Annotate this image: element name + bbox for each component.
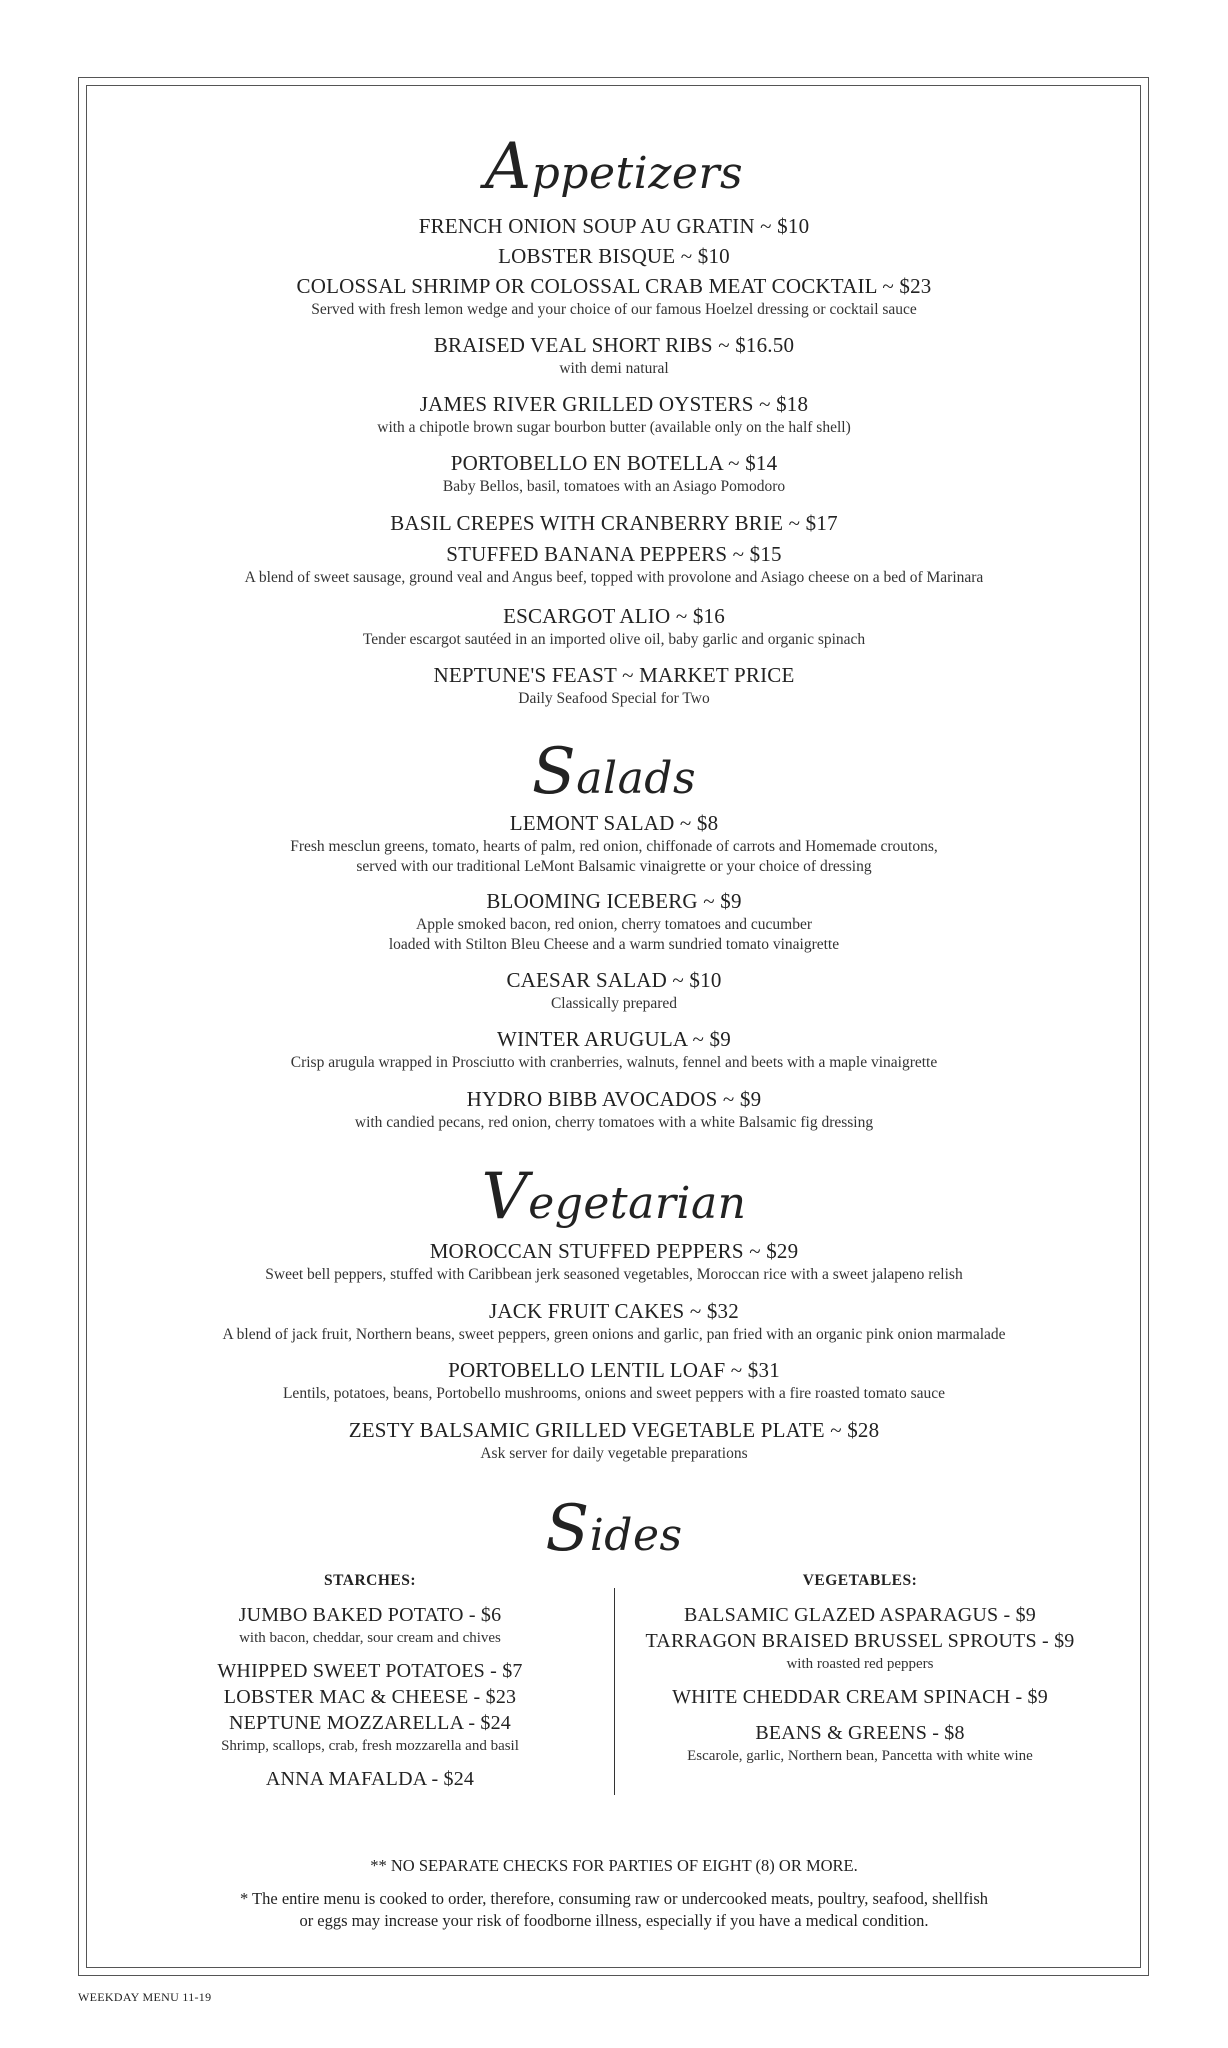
menu-item bbox=[0, 888, 1228, 955]
item-name: NEPTUNE'S FEAST ~ MARKET PRICE bbox=[433, 663, 795, 687]
menu-item bbox=[0, 1026, 1228, 1073]
item-name: WINTER ARUGULA ~ $9 bbox=[497, 1027, 731, 1051]
item-name: LEMONT SALAD ~ $8 bbox=[509, 811, 719, 835]
item-description: with candied pecans, red onion, cherry tomatoes with a white Balsamic fig dressing bbox=[354, 1114, 874, 1131]
item-name: MOROCCAN STUFFED PEPPERS ~ $29 bbox=[429, 1239, 799, 1263]
item-description: Crisp arugula wrapped in Prosciutto with cranberries, walnuts, fennel and beets with a maple vinaigrette bbox=[290, 1054, 938, 1071]
column-divider bbox=[614, 1588, 615, 1795]
menu-item bbox=[0, 332, 1228, 379]
menu-item bbox=[0, 273, 1228, 320]
item-name: WHITE CHEDDAR CREAM SPINACH - $9 bbox=[672, 1686, 1048, 1708]
menu-item bbox=[0, 243, 1228, 270]
item-name: LOBSTER BISQUE ~ $10 bbox=[498, 244, 730, 268]
item-name: JACK FRUIT CAKES ~ $32 bbox=[489, 1299, 739, 1323]
vegetables-column bbox=[640, 1572, 1080, 1766]
item-name: HYDRO BIBB AVOCADOS ~ $9 bbox=[466, 1087, 762, 1111]
item-description: Tender escargot sautéed in an imported olive oil, baby garlic and organic spinach bbox=[362, 631, 866, 648]
item-name: COLOSSAL SHRIMP OR COLOSSAL CRAB MEAT COCKTAIL ~ $23 bbox=[296, 274, 932, 298]
menu-item bbox=[0, 1238, 1228, 1285]
starches-header: STARCHES: bbox=[323, 1572, 417, 1589]
menu-item bbox=[0, 1357, 1228, 1404]
starches-column bbox=[170, 1572, 570, 1792]
item-name: JAMES RIVER GRILLED OYSTERS ~ $18 bbox=[419, 392, 809, 416]
item-description: A blend of sweet sausage, ground veal and Angus beef, topped with provolone and Asiago cheese on a bed of Marinara bbox=[244, 569, 984, 586]
menu-item bbox=[0, 541, 1228, 588]
item-description: with roasted red peppers bbox=[786, 1656, 934, 1672]
item-description: Served with fresh lemon wedge and your choice of our famous Hoelzel dressing or cocktail sauce bbox=[311, 301, 917, 318]
menu-item bbox=[0, 810, 1228, 877]
item-description: Fresh mesclun greens, tomato, hearts of palm, red onion, chiffonade of carrots and Homemade croutons, bbox=[290, 838, 938, 855]
item-description: with a chipotle brown sugar bourbon butter (available only on the half shell) bbox=[377, 419, 851, 436]
item-name: FRENCH ONION SOUP AU GRATIN ~ $10 bbox=[418, 214, 810, 238]
menu-item bbox=[0, 510, 1228, 537]
item-description: with bacon, cheddar, sour cream and chives bbox=[239, 1630, 501, 1646]
menu-item bbox=[0, 213, 1228, 240]
item-description: Apple smoked bacon, red onion, cherry tomatoes and cucumber bbox=[416, 916, 812, 933]
item-name: STUFFED BANANA PEPPERS ~ $15 bbox=[446, 542, 782, 566]
item-name: TARRAGON BRAISED BRUSSEL SPROUTS - $9 bbox=[645, 1630, 1075, 1652]
item-name: JUMBO BAKED POTATO - $6 bbox=[238, 1604, 502, 1626]
appetizers-title: Appetizers bbox=[484, 130, 744, 204]
item-description: loaded with Stilton Bleu Cheese and a warm sundried tomato vinaigrette bbox=[388, 936, 840, 953]
item-name: BLOOMING ICEBERG ~ $9 bbox=[486, 889, 742, 913]
separate-checks-note: ** NO SEPARATE CHECKS FOR PARTIES OF EIGHT (8) OR MORE. bbox=[370, 1856, 858, 1875]
item-description: Sweet bell peppers, stuffed with Caribbean jerk seasoned vegetables, Moroccan rice with a sweet jalapeno relish bbox=[265, 1266, 963, 1283]
item-name: NEPTUNE MOZZARELLA - $24 bbox=[229, 1712, 511, 1734]
menu-item bbox=[0, 1417, 1228, 1464]
item-name: CAESAR SALAD ~ $10 bbox=[506, 968, 722, 992]
item-name: BEANS & GREENS - $8 bbox=[755, 1722, 965, 1744]
item-name: ESCARGOT ALIO ~ $16 bbox=[503, 604, 725, 628]
item-name: BASIL CREPES WITH CRANBERRY BRIE ~ $17 bbox=[390, 511, 838, 535]
menu-item bbox=[0, 450, 1228, 497]
item-description: with demi natural bbox=[559, 360, 669, 377]
item-name: BALSAMIC GLAZED ASPARAGUS - $9 bbox=[684, 1604, 1036, 1626]
menu-item bbox=[0, 662, 1228, 709]
food-warning-line-2: or eggs may increase your risk of foodborne illness, especially if you have a medical condition. bbox=[299, 1911, 929, 1930]
item-name: LOBSTER MAC & CHEESE - $23 bbox=[223, 1686, 517, 1708]
menu-item bbox=[0, 967, 1228, 1014]
menu-item bbox=[0, 603, 1228, 650]
item-description: Shrimp, scallops, crab, fresh mozzarella and basil bbox=[221, 1738, 519, 1754]
menu-footer-code: WEEKDAY MENU 11-19 bbox=[78, 1990, 212, 2004]
vegetables-header: VEGETABLES: bbox=[802, 1572, 918, 1589]
item-name: BRAISED VEAL SHORT RIBS ~ $16.50 bbox=[433, 333, 795, 357]
item-description: Ask server for daily vegetable preparations bbox=[480, 1445, 748, 1462]
menu-item bbox=[0, 1086, 1228, 1133]
menu-item bbox=[0, 391, 1228, 438]
item-description: Escarole, garlic, Northern bean, Pancetta with white wine bbox=[687, 1748, 1033, 1764]
item-description: Baby Bellos, basil, tomatoes with an Asiago Pomodoro bbox=[442, 478, 786, 495]
item-name: WHIPPED SWEET POTATOES - $7 bbox=[217, 1660, 523, 1682]
item-description: Daily Seafood Special for Two bbox=[518, 690, 710, 707]
item-description: Lentils, potatoes, beans, Portobello mushrooms, onions and sweet peppers with a fire roasted tomato sauce bbox=[282, 1385, 946, 1402]
item-name: ANNA MAFALDA - $24 bbox=[265, 1768, 475, 1790]
salads-title: Salads bbox=[531, 735, 697, 809]
item-name: PORTOBELLO EN BOTELLA ~ $14 bbox=[450, 451, 778, 475]
item-description: Classically prepared bbox=[550, 995, 678, 1012]
item-description: served with our traditional LeMont Balsamic vinaigrette or your choice of dressing bbox=[356, 858, 872, 875]
vegetarian-title: Vegetarian bbox=[481, 1160, 747, 1234]
item-description: A blend of jack fruit, Northern beans, sweet peppers, green onions and garlic, pan fried with an organic pink onion marmalade bbox=[222, 1326, 1006, 1343]
item-name: ZESTY BALSAMIC GRILLED VEGETABLE PLATE ~ $28 bbox=[348, 1418, 880, 1442]
food-warning-line-1: * The entire menu is cooked to order, therefore, consuming raw or undercooked meats, poultry, seafood, shellfish bbox=[239, 1889, 989, 1908]
sides-title: Sides bbox=[545, 1492, 683, 1566]
menu-item bbox=[0, 1298, 1228, 1345]
item-name: PORTOBELLO LENTIL LOAF ~ $31 bbox=[448, 1358, 780, 1382]
